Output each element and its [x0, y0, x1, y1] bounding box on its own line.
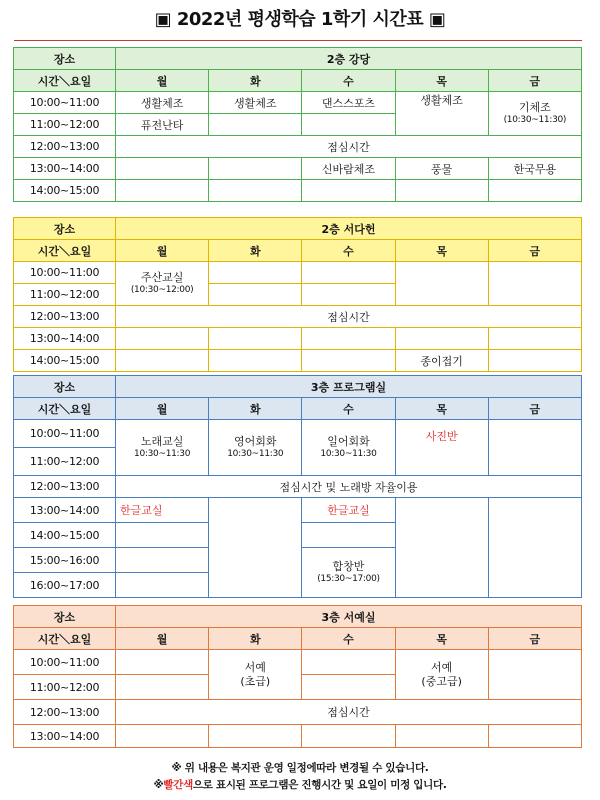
class-level: (초급)	[240, 674, 271, 688]
time-slot: 11:00~12:00	[14, 448, 116, 476]
empty-cell	[302, 650, 395, 675]
schedule-table	[13, 47, 582, 202]
room-name: 2층 강당	[116, 48, 582, 70]
class-name: 주산교실	[140, 271, 184, 284]
day-header-thu: 목	[395, 398, 488, 420]
time-slot: 10:00~11:00	[14, 262, 116, 284]
class-cell: 퓨전난타	[116, 114, 209, 136]
class-time: (15:30~17:00)	[317, 574, 380, 584]
class-cell: 생활체조	[209, 92, 302, 114]
time-slot: 16:00~17:00	[14, 573, 116, 598]
empty-cell	[209, 262, 302, 284]
time-slot: 13:00~14:00	[14, 498, 116, 523]
empty-cell	[116, 350, 209, 372]
class-name: 영어회화	[234, 435, 277, 448]
schedule-section-2f-hall	[13, 47, 582, 202]
class-time: 10:30~11:30	[320, 449, 377, 459]
class-cell	[395, 420, 488, 476]
empty-cell	[488, 650, 581, 700]
empty-cell	[395, 498, 488, 598]
class-name: 기체조	[518, 101, 551, 114]
empty-cell	[116, 328, 209, 350]
class-name: 사진반	[425, 430, 458, 443]
class-cell	[116, 262, 209, 306]
empty-cell	[395, 262, 488, 306]
time-slot: 12:00~13:00	[14, 306, 116, 328]
class-cell	[209, 420, 302, 476]
time-slot: 10:00~11:00	[14, 650, 116, 675]
time-slot: 10:00~11:00	[14, 92, 116, 114]
empty-cell	[209, 328, 302, 350]
class-name: 서예	[431, 660, 453, 674]
schedule-section-3f-calligraphy-room	[13, 605, 582, 748]
time-day-header: 시간＼요일	[14, 240, 116, 262]
day-header-wed: 수	[302, 240, 395, 262]
time-slot: 12:00~13:00	[14, 476, 116, 498]
class-name: 노래교실	[140, 435, 184, 448]
empty-cell	[488, 328, 581, 350]
lunch-cell: 점심시간 및 노래방 자율이용	[116, 476, 582, 498]
place-header: 장소	[14, 218, 116, 240]
empty-cell	[488, 350, 581, 372]
empty-cell	[395, 328, 488, 350]
day-header-wed: 수	[302, 628, 395, 650]
time-slot: 14:00~15:00	[14, 350, 116, 372]
time-slot: 12:00~13:00	[14, 700, 116, 725]
room-name: 3층 프로그램실	[116, 376, 582, 398]
class-name: 합창반	[332, 560, 365, 573]
day-header-fri: 금	[488, 240, 581, 262]
schedule-table	[13, 375, 582, 598]
empty-cell	[116, 523, 209, 548]
footer-note-marker: ※	[153, 779, 164, 791]
place-header: 장소	[14, 48, 116, 70]
room-name: 2층 서다헌	[116, 218, 582, 240]
day-header-wed: 수	[302, 70, 395, 92]
time-slot: 14:00~15:00	[14, 523, 116, 548]
page-title: ▣ 2022년 평생학습 1학기 시간표 ▣	[154, 9, 446, 30]
empty-cell	[302, 262, 395, 284]
class-time: (10:30~11:30)	[503, 115, 567, 125]
empty-cell	[302, 675, 395, 700]
empty-cell	[116, 180, 209, 202]
empty-cell	[116, 675, 209, 700]
empty-cell	[116, 158, 209, 180]
time-slot: 10:00~11:00	[14, 420, 116, 448]
room-name: 3층 서예실	[116, 606, 582, 628]
class-cell	[395, 650, 488, 700]
day-header-fri: 금	[488, 398, 581, 420]
class-cell: 풍물	[395, 158, 488, 180]
schedule-table	[13, 605, 582, 748]
time-day-header: 시간＼요일	[14, 70, 116, 92]
empty-cell	[302, 725, 395, 748]
day-header-tue: 화	[209, 240, 302, 262]
time-slot: 11:00~12:00	[14, 114, 116, 136]
class-cell	[302, 420, 395, 476]
class-cell: 댄스스포츠	[302, 92, 395, 114]
lunch-cell: 점심시간	[116, 306, 582, 328]
lunch-cell: 점심시간	[116, 136, 582, 158]
time-slot: 11:00~12:00	[14, 675, 116, 700]
empty-cell	[488, 262, 581, 306]
day-header-fri: 금	[488, 628, 581, 650]
empty-cell	[116, 650, 209, 675]
class-cell: 생활체조	[116, 92, 209, 114]
empty-cell	[302, 328, 395, 350]
empty-cell	[209, 284, 302, 306]
class-cell	[395, 92, 488, 136]
time-slot: 13:00~14:00	[14, 158, 116, 180]
title-divider	[14, 40, 582, 41]
empty-cell	[116, 725, 209, 748]
lunch-cell: 점심시간	[116, 700, 582, 725]
class-time: 10:30~11:30	[134, 449, 191, 459]
day-header-mon: 월	[116, 398, 209, 420]
empty-cell	[302, 523, 395, 548]
schedule-section-2f-seodaheon	[13, 217, 582, 372]
time-slot: 14:00~15:00	[14, 180, 116, 202]
empty-cell	[209, 180, 302, 202]
class-cell: 한글교실	[302, 498, 395, 523]
schedule-table	[13, 217, 582, 372]
class-cell: 종이접기	[395, 350, 488, 372]
empty-cell	[302, 180, 395, 202]
empty-cell	[209, 158, 302, 180]
footer-note-2	[0, 777, 600, 792]
time-day-header: 시간＼요일	[14, 398, 116, 420]
empty-cell	[488, 725, 581, 748]
time-slot: 13:00~14:00	[14, 328, 116, 350]
class-cell	[209, 650, 302, 700]
empty-cell	[209, 350, 302, 372]
empty-cell	[488, 420, 581, 476]
class-cell: 한국무용	[488, 158, 581, 180]
time-slot: 15:00~16:00	[14, 548, 116, 573]
time-slot: 11:00~12:00	[14, 284, 116, 306]
empty-cell	[302, 350, 395, 372]
class-cell: 신바람체조	[302, 158, 395, 180]
class-time: 10:30~11:30	[227, 449, 284, 459]
day-header-wed: 수	[302, 398, 395, 420]
class-name: 일어회화	[327, 435, 370, 448]
day-header-thu: 목	[395, 240, 488, 262]
day-header-mon: 월	[116, 70, 209, 92]
day-header-tue: 화	[209, 398, 302, 420]
class-cell	[116, 420, 209, 476]
empty-cell	[209, 725, 302, 748]
empty-cell	[209, 114, 302, 136]
time-slot: 12:00~13:00	[14, 136, 116, 158]
footer-note-1: ※ 위 내용은 복지관 운영 일정에따라 변경될 수 있습니다.	[171, 762, 429, 774]
place-header: 장소	[14, 606, 116, 628]
day-header-tue: 화	[209, 70, 302, 92]
day-header-mon: 월	[116, 240, 209, 262]
day-header-fri: 금	[488, 70, 581, 92]
class-cell	[302, 548, 395, 598]
empty-cell	[209, 498, 302, 598]
empty-cell	[395, 725, 488, 748]
class-level: (중고급)	[421, 674, 462, 688]
day-header-thu: 목	[395, 628, 488, 650]
time-slot: 13:00~14:00	[14, 725, 116, 748]
day-header-thu: 목	[395, 70, 488, 92]
footer-note-red-text: 빨간색	[163, 779, 193, 791]
empty-cell	[488, 498, 581, 598]
class-cell: 한글교실	[116, 498, 209, 523]
empty-cell	[116, 548, 209, 573]
footer-note-text: 으로 표시된 프로그램은 진행시간 및 요일이 미정 입니다.	[192, 779, 447, 791]
class-name: 생활체조	[420, 94, 463, 107]
day-header-mon: 월	[116, 628, 209, 650]
empty-cell	[488, 180, 581, 202]
day-header-tue: 화	[209, 628, 302, 650]
empty-cell	[116, 573, 209, 598]
time-day-header: 시간＼요일	[14, 628, 116, 650]
empty-cell	[302, 114, 395, 136]
place-header: 장소	[14, 376, 116, 398]
class-name: 서예	[244, 660, 266, 674]
class-cell	[488, 92, 581, 136]
class-time: (10:30~12:00)	[130, 285, 194, 295]
empty-cell	[395, 180, 488, 202]
schedule-section-3f-program-room	[13, 375, 582, 598]
empty-cell	[302, 284, 395, 306]
